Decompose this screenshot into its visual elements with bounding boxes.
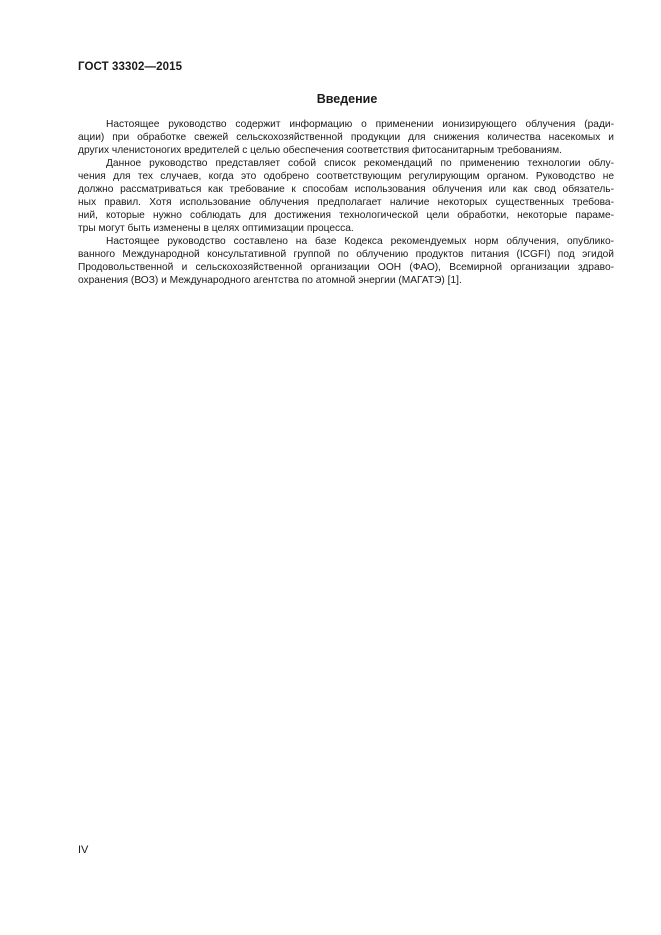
paragraph-line: Данное руководство представляет собой список рекомендаций по применению технологии облу- bbox=[106, 158, 614, 169]
paragraph-3 bbox=[78, 235, 614, 287]
paragraph-line: ных правил. Хотя использование облучения предполагает наличие некоторых существенных требова- bbox=[78, 197, 614, 208]
paragraph-1 bbox=[78, 118, 614, 157]
paragraph-line: ации) при обработке свежей сельскохозяйственной продукции для снижения количества насекомых и bbox=[78, 132, 614, 143]
page-number: IV bbox=[78, 844, 89, 856]
paragraph-line: Настоящее руководство составлено на базе Кодекса рекомендуемых норм облучения, опублико- bbox=[106, 236, 614, 247]
section-title: Введение bbox=[316, 92, 378, 106]
body-text bbox=[78, 118, 614, 287]
paragraph-line: должно рассматриваться как требование к способам использования облучения или как свод обязатель- bbox=[78, 184, 614, 195]
paragraph-line: Продовольственной и сельскохозяйственной организации ООН (ФАО), Всемирной организации здраво- bbox=[78, 262, 614, 273]
paragraph-line: тры могут быть изменены в целях оптимизации процесса. bbox=[78, 223, 354, 234]
paragraph-line: Настоящее руководство содержит информацию о применении ионизирующего облучения (ради- bbox=[106, 119, 614, 130]
paragraph-line: ванного Международной консультативной группой по облучению продуктов питания (ICGFI) под эгидой bbox=[78, 249, 614, 260]
paragraph-line: охранения (ВОЗ) и Международного агентства по атомной энергии (МАГАТЭ) [1]. bbox=[78, 275, 462, 286]
paragraph-2 bbox=[78, 157, 614, 235]
paragraph-line: ний, которые нужно соблюдать для достижения технологической цели обработки, некоторые параме- bbox=[78, 210, 614, 221]
paragraph-line: других членистоногих вредителей с целью обеспечения соответствия фитосанитарным требованиям. bbox=[78, 145, 562, 156]
paragraph-line: чения для тех случаев, когда это одобрено соответствующим регулирующим органом. Руководство не bbox=[78, 171, 614, 182]
document-header: ГОСТ 33302—2015 bbox=[78, 61, 183, 73]
